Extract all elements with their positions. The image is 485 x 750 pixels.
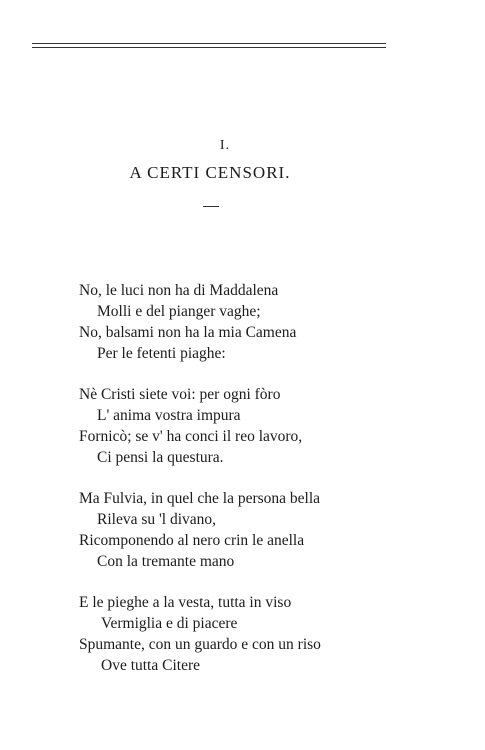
poem-line: Ricomponendo al nero crin le anella <box>79 532 305 549</box>
poem-line: Ci pensi la questura. <box>97 449 224 466</box>
poem-line: Ove tutta Citere <box>101 657 200 674</box>
header-rule-top <box>32 43 386 44</box>
stanza <box>0 592 485 676</box>
poem-line: Nè Cristi siete voi: per ogni fòro <box>79 386 281 403</box>
poem-line: L' anima vostra impura <box>97 407 241 424</box>
poem-line: No, le luci non ha di Maddalena <box>79 282 279 299</box>
poem-line: Ma Fulvia, in quel che la persona bella <box>79 490 321 507</box>
header-rule-bottom <box>32 47 386 48</box>
poem-line: No, balsami non ha la mia Camena <box>79 324 297 341</box>
poem-number: I. <box>219 138 231 153</box>
poem-line: Molli e del pianger vaghe; <box>97 303 261 320</box>
stanza <box>0 280 485 364</box>
poem-line: Per le fetenti piaghe: <box>97 345 226 362</box>
poem-line: Vermiglia e di piacere <box>101 615 238 632</box>
title-divider <box>203 206 219 207</box>
poem-title: A CERTI CENSORI. <box>129 163 291 182</box>
poem-line: E le pieghe a la vesta, tutta in viso <box>79 594 292 611</box>
poem-line: Spumante, con un guardo e con un riso <box>79 636 321 653</box>
stanza <box>0 488 485 572</box>
poem-line: Fornicò; se v' ha conci il reo lavoro, <box>79 428 303 445</box>
poem-body <box>0 280 485 696</box>
stanza <box>0 384 485 468</box>
poem-line: Con la tremante mano <box>97 553 235 570</box>
poem-line: Rileva su 'l divano, <box>97 511 217 528</box>
